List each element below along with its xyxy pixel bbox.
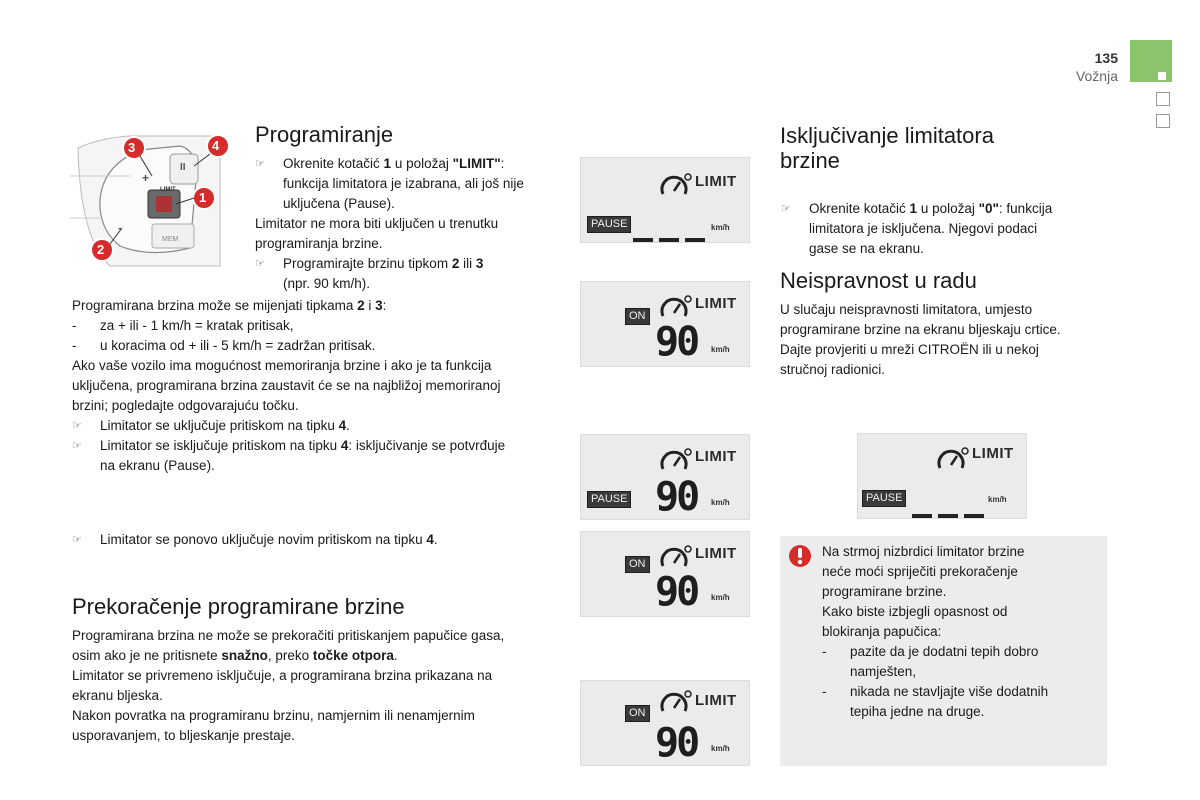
speedometer-icon xyxy=(659,544,693,570)
tip-bullet-icon: ☞ xyxy=(255,158,265,170)
step-reactivate: ☞ Limitator se ponovo uključuje novim pritiskom na tipku 4. xyxy=(72,530,572,550)
tip-bullet-icon: ☞ xyxy=(72,534,82,546)
heading-iskljucivanje: Isključivanje limitatora brzine xyxy=(780,123,994,173)
dash-long-press: - u koracima od + ili - 5 km/h = zadržan pritisak. xyxy=(72,338,376,353)
neispravnost-text: U slučaju neispravnosti limitatora, umjesto programirane brzine na ekranu bljeskaju crtice. Dajte provjeriti u mreži CITROËN ili u nekoj stručnoj radionici. xyxy=(780,302,1061,377)
speedometer-icon xyxy=(659,294,693,320)
speed-unit: km/h xyxy=(711,498,730,507)
heading-programiranje: Programiranje xyxy=(255,122,394,147)
tip-bullet-icon: ☞ xyxy=(781,203,791,215)
speed-unit: km/h xyxy=(711,223,730,232)
display-pause-dashes xyxy=(580,157,750,243)
warning-dash-2: - nikada ne stavljajte više dodatnih tepiha jedne na druge. xyxy=(822,684,1049,719)
step-switch-off-zero: ☞ Okrenite kotačić 1 u položaj "0": funkcija limitatora je isključena. Njegovi podaci gase se na ekranu. xyxy=(781,201,1053,256)
speedometer-icon xyxy=(659,447,693,473)
pause-tag: PAUSE xyxy=(587,216,631,233)
section-name: Vožnja xyxy=(1075,68,1118,84)
step-select-limit: ☞ Okrenite kotačić 1 u položaj "LIMIT": funkcija limitatora je izabrana, ali još nije uključena (Pause). xyxy=(255,156,524,211)
tip-bullet-icon: ☞ xyxy=(72,420,82,432)
on-tag: ON xyxy=(625,308,650,325)
callout-1: 1 xyxy=(199,190,207,205)
limit-label: LIMIT xyxy=(695,545,737,562)
speed-unit: km/h xyxy=(711,744,730,753)
pause-button-label: II xyxy=(180,162,186,173)
limit-label: LIMIT xyxy=(695,295,737,312)
warning-icon xyxy=(788,544,812,568)
display-pause-90 xyxy=(580,434,750,520)
speed-dashes xyxy=(912,504,990,508)
speedometer-icon xyxy=(659,172,693,198)
sidebar-square xyxy=(1156,92,1170,106)
mem-button-label: MEM xyxy=(162,236,179,243)
on-tag: ON xyxy=(625,556,650,573)
pause-tag: PAUSE xyxy=(587,491,631,508)
warning-box xyxy=(780,536,1107,766)
dash-short-press: - za + ili - 1 km/h = kratak pritisak, xyxy=(72,318,294,333)
pause-tag: PAUSE xyxy=(862,490,906,507)
plus-button-label: + xyxy=(142,171,150,185)
speed-value: 90 xyxy=(655,319,698,365)
speed-unit: km/h xyxy=(988,495,1007,504)
programiranje-upper-text xyxy=(255,154,575,294)
display-pause-dashes xyxy=(857,433,1027,519)
speed-unit: km/h xyxy=(711,345,730,354)
step-switch-off: ☞ Limitator se isključuje pritiskom na tipku 4: isključivanje se potvrđuje na ekranu (Pause). xyxy=(72,438,506,473)
sidebar-square xyxy=(1156,114,1170,128)
programiranje-lower-text xyxy=(72,296,572,476)
on-tag: ON xyxy=(625,705,650,722)
display-on-90 xyxy=(580,281,750,367)
callout-2: 2 xyxy=(97,242,105,257)
speed-dashes xyxy=(633,228,711,232)
warning-text: Na strmoj nizbrdici limitator brzine neće moći spriječiti prekoračenje programirane brzine. Kako biste izbjegli opasnost od blokiranja papučica: - pazite da je dodatni tepih dobro namješten, - nikada ne stavljajte više dodatnih tepiha jedne na druge. xyxy=(822,542,1102,722)
memory-note: Ako vaše vozilo ima mogućnost memoriranja brzine i ako je ta funkcija uključena, programirana brzina zaustavit će se na najbližoj memoriranoj brzini; pogledajte odgovarajuću točku. xyxy=(72,358,501,413)
note-limitator: Limitator ne mora biti uključen u trenutku programiranja brzine. xyxy=(255,216,499,251)
minus-button-label: - xyxy=(118,221,122,235)
warning-dash-1: - pazite da je dodatni tepih dobro namješten, xyxy=(822,644,1039,679)
tip-bullet-icon: ☞ xyxy=(72,440,82,452)
speed-value: 90 xyxy=(655,474,698,520)
step-program-speed: ☞ Programirajte brzinu tipkom 2 ili 3 (npr. 90 km/h). xyxy=(255,256,484,291)
speed-value: 90 xyxy=(655,569,698,615)
modify-speed: Programirana brzina može se mijenjati tipkama 2 i 3: xyxy=(72,298,387,313)
page-number: 135 xyxy=(1094,50,1118,66)
heading-neispravnost: Neispravnost u radu xyxy=(780,268,977,293)
heading-prekoracenje: Prekoračenje programirane brzine xyxy=(72,594,405,619)
prekoracenje-text: Programirana brzina ne može se prekoračiti pritiskanjem papučice gasa, osim ako je ne pritisnete snažno, preko točke otpora. Limitator se privremeno isključuje, a programirana brzina prikazana na ekranu bljeska. Nakon povratka na programiranu brzinu, namjernim ili nenamjernim usporavanjem, to bljeskanje prestaje. xyxy=(72,628,505,743)
display-on-90 xyxy=(580,680,750,766)
step-switch-on: ☞ Limitator se uključuje pritiskom na tipku 4. xyxy=(72,416,572,436)
limit-knob-label: LIMIT xyxy=(160,187,176,193)
display-on-90 xyxy=(580,531,750,617)
callout-4: 4 xyxy=(212,138,220,153)
speed-value: 90 xyxy=(655,720,698,766)
section-tab xyxy=(1130,40,1172,82)
tip-bullet-icon: ☞ xyxy=(255,258,265,270)
limit-label: LIMIT xyxy=(695,448,737,465)
callout-3: 3 xyxy=(128,140,136,155)
speed-unit: km/h xyxy=(711,593,730,602)
steering-control-drawing xyxy=(70,128,232,268)
limit-label: LIMIT xyxy=(695,692,737,709)
speedometer-icon xyxy=(659,689,693,715)
steering-control-illustration xyxy=(70,128,232,268)
limit-label: LIMIT xyxy=(695,173,737,190)
limit-label: LIMIT xyxy=(972,445,1014,462)
speedometer-icon xyxy=(936,446,970,472)
